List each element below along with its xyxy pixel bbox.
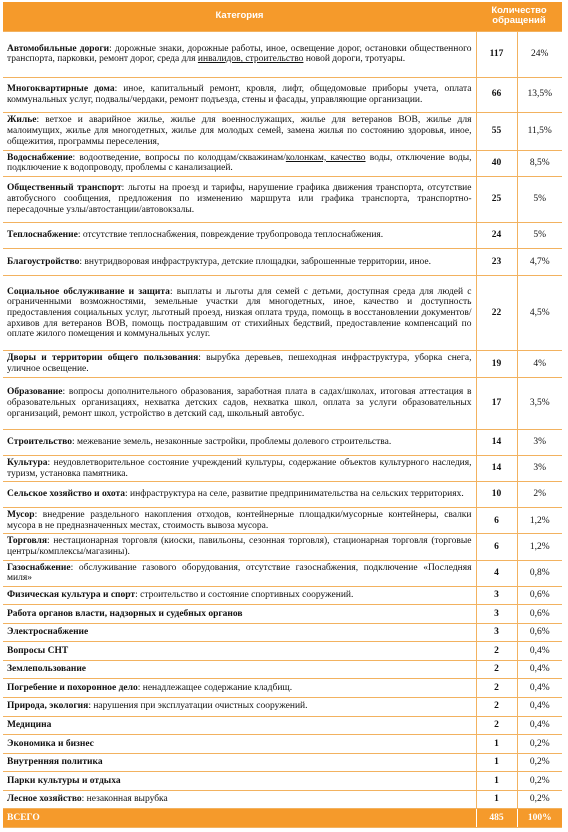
percent-cell: 3% [517, 429, 562, 455]
table-row [3, 772, 562, 791]
count-cell: 66 [476, 77, 517, 112]
table-row [3, 77, 562, 112]
percent-cell: 8,5% [517, 150, 562, 176]
category-description-end: новой дороги, тротуары. [303, 54, 406, 65]
table-row [3, 790, 562, 809]
category-description: нестационарная торговля (киоски, павильоны, сезонная торговля), стационарная торговля (торговые центры/комплексы/магазины). [7, 536, 472, 558]
category-cell: Многоквартирные дома: иное, капитальный ремонт, кровля, лифт, общедомовые приборы учета, оплата коммунальных услуг, подвалы/чердаки, ремонт подъезда, стены и фасады, управляющие организации. [3, 77, 476, 112]
table-row [3, 697, 562, 716]
category-description-end: воды, отключение воды, подключение к водопроводу, проблемы с канализацией. [7, 152, 472, 174]
category-cell [3, 735, 476, 754]
count-cell: 2 [476, 642, 517, 661]
table-row [3, 176, 562, 222]
percent-cell: 5% [517, 176, 562, 222]
appeals-table [3, 2, 562, 828]
category-description: строительство и состояние спортивных сооружений. [140, 590, 354, 601]
category-name: Газоснабжение [7, 562, 71, 573]
count-cell: 10 [476, 482, 517, 508]
category-cell: Лесное хозяйство: незаконная вырубка [3, 790, 476, 809]
category-cell: Газоснабжение: обслуживание газового оборудования, отсутствие газоснабжения, подключение «Последняя миля» [3, 560, 476, 586]
category-name: Мусор [7, 510, 35, 521]
category-name: Лесное хозяйство [7, 794, 82, 805]
category-cell [3, 753, 476, 772]
category-cell: Культура: неудовлетворительное состояние учреждений культуры, содержание объектов культурного наследия, туризм, установка памятника. [3, 456, 476, 482]
category-name: Внутренняя политика [7, 757, 103, 768]
category-cell: Социальное обслуживание и защита: выплаты и льготы для семей с детьми, доступная среда для людей с ограниченными возможностями, земельные участки для многодетных, иное, качество и доступность предоставления социальных услуг, льготный проезд, низкая оплата труда, помощь в восстановлении документов/архивов для ветеранов ВОВ, помощь пострадавшим от стихийных бедствий, предоставление компенсаций по оплате жилого помещения и коммунальных услуг. [3, 276, 476, 351]
category-name: Культура [7, 457, 48, 468]
category-description: межевание земель, незаконные застройки, проблемы долевого строительства. [76, 437, 392, 448]
count-cell: 4 [476, 560, 517, 586]
total-percent: 100% [517, 809, 562, 828]
category-name: Погребение и похоронное дело [7, 682, 138, 693]
count-cell: 117 [476, 31, 517, 77]
category-name: Природа, экология [7, 701, 89, 712]
table-row [3, 150, 562, 176]
category-name: Водоснабжение [7, 152, 73, 163]
table-row [3, 508, 562, 534]
count-cell: 55 [476, 112, 517, 150]
category-cell: Общественный транспорт: льготы на проезд и тарифы, нарушение графика движения транспорта, отсутствие автобусного сообщения, предложения по изменению маршрута или графика транспорта, транспортно-пересадочные узлы/автостанции/автовокзалы. [3, 176, 476, 222]
count-cell: 3 [476, 586, 517, 605]
percent-cell: 4,5% [517, 276, 562, 351]
percent-cell: 0,2% [517, 753, 562, 772]
category-description: отсутствие теплоснабжения, повреждение трубопровода теплоснабжения. [82, 230, 384, 240]
category-name: Работа органов власти, надзорных и судебных органов [7, 608, 243, 619]
category-cell: Теплоснабжение: отсутствие теплоснабжения, повреждение трубопровода теплоснабжения. [3, 222, 476, 248]
category-cell: Дворы и территории общего пользования: вырубка деревьев, пешеходная инфраструктура, уборка снега, уличное освещение. [3, 351, 476, 377]
table-row [3, 456, 562, 482]
percent-cell: 24% [517, 31, 562, 77]
percent-cell: 0,4% [517, 660, 562, 679]
total-label: ВСЕГО [3, 809, 476, 828]
table-row [3, 623, 562, 642]
category-description: нарушения при эксплуатации очистных сооружений. [93, 701, 308, 712]
category-description: водоотведение, вопросы по колодцам/скважинам/ [79, 152, 286, 163]
category-name: Вопросы СНТ [7, 645, 69, 656]
underlined-text: инвалидов, строительство [197, 54, 304, 65]
percent-cell: 0,4% [517, 697, 562, 716]
table-row [3, 679, 562, 698]
percent-cell: 4% [517, 351, 562, 377]
percent-cell: 0,4% [517, 716, 562, 735]
category-cell [3, 660, 476, 679]
category-name: Землепользование [7, 664, 87, 675]
count-cell: 1 [476, 753, 517, 772]
count-cell: 2 [476, 679, 517, 698]
category-cell: Благоустройство: внутридворовая инфраструктура, детские площадки, заброшенные территории, иное. [3, 248, 476, 275]
category-cell: Образование: вопросы дополнительного образования, заработная плата в садах/школах, итоговая аттестация в образовательных организациях, нехватка детских садов, нехватка школ, оплата за услуги образовательных организаций, ремонт школ, устройство в детский сад, школьный автобус. [3, 377, 476, 429]
underlined-text: колонкам, качество [285, 152, 366, 163]
category-cell [3, 716, 476, 735]
table-row [3, 222, 562, 248]
count-cell: 40 [476, 150, 517, 176]
table-row [3, 753, 562, 772]
category-cell: Строительство: межевание земель, незаконные застройки, проблемы долевого строительства. [3, 429, 476, 455]
category-description: ненадлежащее содержание кладбищ. [142, 682, 293, 693]
category-description: льготы на проезд и тарифы, нарушение графика движения транспорта, отсутствие автобусного сообщения, предложения по изменению маршрута или графика транспорта, транспортно-пересадочные узлы/автостанции/автовокзалы. [7, 183, 472, 215]
category-cell [3, 623, 476, 642]
percent-cell: 4,7% [517, 248, 562, 275]
table-row [3, 351, 562, 377]
category-name: Общественный транспорт [7, 183, 122, 194]
category-name: Теплоснабжение [7, 230, 78, 240]
count-cell: 2 [476, 660, 517, 679]
percent-cell: 0,4% [517, 642, 562, 661]
category-name: Физическая культура и спорт [7, 590, 136, 601]
count-cell: 24 [476, 222, 517, 248]
table-row [3, 276, 562, 351]
percent-cell: 0,6% [517, 623, 562, 642]
category-cell [3, 642, 476, 661]
count-cell: 19 [476, 351, 517, 377]
category-name: Торговля [7, 536, 48, 547]
table-row [3, 534, 562, 560]
table-row [3, 642, 562, 661]
percent-cell: 5% [517, 222, 562, 248]
count-cell: 17 [476, 377, 517, 429]
category-cell [3, 605, 476, 624]
percent-cell: 0,2% [517, 772, 562, 791]
table-row [3, 605, 562, 624]
category-name: Медицина [7, 719, 52, 730]
count-cell: 1 [476, 735, 517, 754]
category-description: вопросы дополнительного образования, заработная плата в садах/школах, итоговая аттестация в образовательных организациях, нехватка детских садов, нехватка школ, оплата за услуги образовательных организаций, ремонт школ, устройство в детский сад, школьный автобус. [7, 387, 472, 419]
category-description: инфраструктура на селе, развитие предпринимательства на сельских территориях. [130, 489, 464, 500]
percent-cell: 0,4% [517, 679, 562, 698]
table-row [3, 735, 562, 754]
total-count: 485 [476, 809, 517, 828]
percent-cell: 2% [517, 482, 562, 508]
category-name: Сельское хозяйство и охота [7, 489, 126, 500]
category-description: внедрение раздельного накопления отходов, контейнерные площадки/мусорные контейнеры, свалки мусора в не предназначенных местах, стоимость вывоза мусора. [7, 510, 472, 531]
percent-cell: 0,2% [517, 790, 562, 809]
percent-cell: 3,5% [517, 377, 562, 429]
category-description: выплаты и льготы для семей с детьми, доступная среда для людей с ограниченными возможностями, земельные участки для многодетных, иное, качество и доступность предоставления социальных услуг, льготный проезд, низкая оплата труда, помощь в восстановлении документов/архивов для ветеранов ВОВ, помощь пострадавшим от стихийных бедствий, предоставление компенсаций по оплате жилого помещения и коммунальных услуг. [7, 286, 472, 340]
category-name: Строительство [7, 437, 72, 448]
category-cell [3, 772, 476, 791]
count-cell: 6 [476, 508, 517, 534]
category-cell: Жилье: ветхое и аварийное жилье, жилье для военнослужащих, жилье для ветеранов ВОВ, жилье для малоимущих, жилье для многодетных, жилье для молодых семей, замена жилья по состоянию здоровья, иное, общежития, программы переселения, [3, 112, 476, 150]
percent-cell: 0,8% [517, 560, 562, 586]
category-cell: Физическая культура и спорт: строительство и состояние спортивных сооружений. [3, 586, 476, 605]
percent-cell: 0,6% [517, 605, 562, 624]
count-cell: 14 [476, 429, 517, 455]
category-description: ветхое и аварийное жилье, жилье для военнослужащих, жилье для ветеранов ВОВ, жилье для малоимущих, жилье для многодетных, жилье для молодых семей, замена жилья по состоянию здоровья, иное, общежития, программы переселения, [7, 115, 472, 147]
category-name: Жилье [7, 115, 37, 126]
category-name: Дворы и территории общего пользования [7, 353, 199, 364]
table-row [3, 429, 562, 455]
category-cell: Торговля: нестационарная торговля (киоски, павильоны, сезонная торговля), стационарная торговля (торговые центры/комплексы/магазины). [3, 534, 476, 560]
category-cell: Погребение и похоронное дело: ненадлежащее содержание кладбищ. [3, 679, 476, 698]
table-row [3, 31, 562, 77]
percent-cell: 13,5% [517, 77, 562, 112]
category-name: Социальное обслуживание и защита [7, 286, 170, 297]
category-cell: Водоснабжение: водоотведение, вопросы по колодцам/скважинам/колонкам, качество воды, отключение воды, подключение к водопроводу, проблемы с канализацией. [3, 150, 476, 176]
category-name: Многоквартирные дома [7, 84, 115, 95]
category-cell: Мусор: внедрение раздельного накопления отходов, контейнерные площадки/мусорные контейнеры, свалки мусора в не предназначенных местах, стоимость вывоза мусора. [3, 508, 476, 534]
header-count: Количество обращений [476, 2, 562, 31]
category-description: неудовлетворительное состояние учреждений культуры, содержание объектов культурного наследия, туризм, установка памятника. [7, 457, 472, 479]
category-description: незаконная вырубка [86, 794, 168, 805]
category-description: внутридворовая инфраструктура, детские площадки, заброшенные территории, иное. [84, 256, 431, 267]
count-cell: 22 [476, 276, 517, 351]
table-row [3, 248, 562, 275]
category-description: обслуживание газового оборудования, отсутствие газоснабжения, подключение «Последняя миля» [7, 562, 472, 584]
table-row [3, 112, 562, 150]
header-category: Категория [3, 2, 476, 31]
category-description: дорожные знаки, дорожные работы, иное, освещение дорог, остановки общественного транспорта, парковки, ремонт дорог, среда для [7, 43, 472, 65]
table-row [3, 660, 562, 679]
category-name: Благоустройство [7, 256, 80, 267]
count-cell: 6 [476, 534, 517, 560]
count-cell: 2 [476, 716, 517, 735]
category-description: вырубка деревьев, пешеходная инфраструктура, уборка снега, уличное освещение. [7, 353, 472, 374]
category-name: Образование [7, 387, 63, 398]
count-cell: 3 [476, 623, 517, 642]
count-cell: 1 [476, 790, 517, 809]
percent-cell: 1,2% [517, 534, 562, 560]
category-description: иное, капитальный ремонт, кровля, лифт, общедомовые приборы учета, оплата коммунальных услуг, подвалы/чердаки, ремонт подъезда, стены и фасады, управляющие организации. [7, 84, 472, 105]
total-row [3, 809, 562, 828]
count-cell: 14 [476, 456, 517, 482]
percent-cell: 3% [517, 456, 562, 482]
table-header-row [3, 2, 562, 31]
table-row [3, 377, 562, 429]
category-name: Парки культуры и отдыха [7, 775, 121, 786]
count-cell: 23 [476, 248, 517, 275]
category-name: Электроснабжение [7, 627, 89, 638]
table-row [3, 716, 562, 735]
table-row [3, 482, 562, 508]
category-cell: Сельское хозяйство и охота: инфраструктура на селе, развитие предпринимательства на сельских территориях. [3, 482, 476, 508]
count-cell: 25 [476, 176, 517, 222]
percent-cell: 1,2% [517, 508, 562, 534]
count-cell: 2 [476, 697, 517, 716]
table-row [3, 560, 562, 586]
count-cell: 1 [476, 772, 517, 791]
count-cell: 3 [476, 605, 517, 624]
category-name: Автомобильные дороги [7, 43, 110, 54]
percent-cell: 0,6% [517, 586, 562, 605]
table-row [3, 586, 562, 605]
category-cell: Природа, экология: нарушения при эксплуатации очистных сооружений. [3, 697, 476, 716]
percent-cell: 11,5% [517, 112, 562, 150]
category-cell: Автомобильные дороги: дорожные знаки, дорожные работы, иное, освещение дорог, остановки общественного транспорта, парковки, ремонт дорог, среда для инвалидов, строительство новой дороги, тротуары. [3, 31, 476, 77]
category-name: Экономика и бизнес [7, 738, 94, 749]
percent-cell: 0,2% [517, 735, 562, 754]
